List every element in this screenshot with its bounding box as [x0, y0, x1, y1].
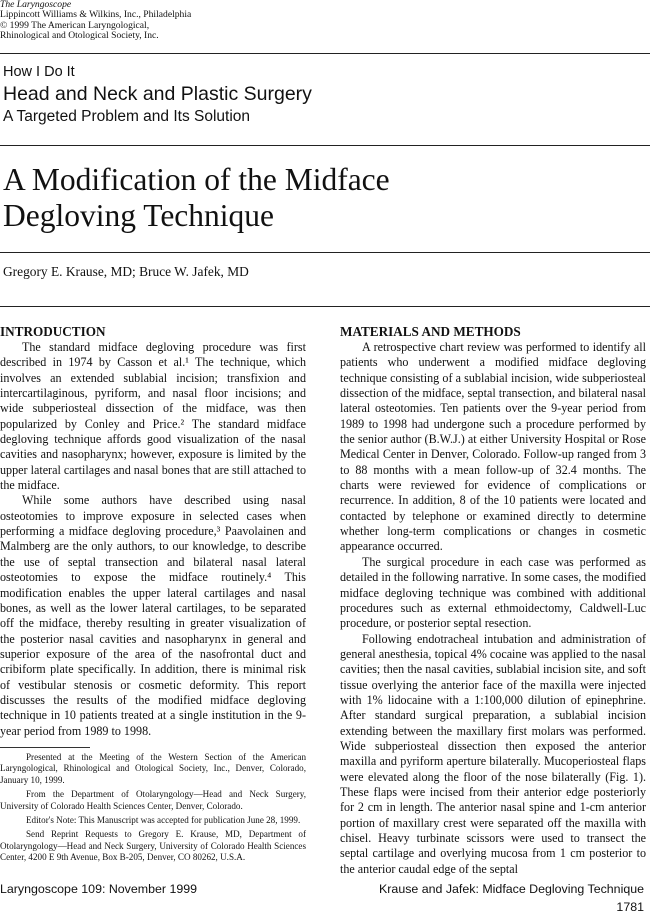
- footer-running-title: Krause and Jafek: Midface Degloving Technique: [379, 882, 644, 896]
- page-number: 1781: [616, 900, 644, 914]
- article-title-line-1: A Modification of the Midface: [3, 162, 390, 197]
- footnote-rule: [0, 747, 90, 748]
- author-line: Gregory E. Krause, MD; Bruce W. Jafek, MD: [3, 264, 249, 279]
- footer-journal-issue: Laryngoscope 109: November 1999: [0, 882, 198, 896]
- journal-name: The Laryngoscope: [0, 0, 72, 10]
- footnote-reprint: Send Reprint Requests to Gregory E. Krause, MD, Department of Otolaryngology—Head and Neck Surgery, University of Colorado Health Sciences Center, 4200 E 9th Avenue, Box B-205, Denver, CO 80262, U.S.A.: [0, 829, 306, 863]
- journal-masthead: [0, 0, 191, 42]
- methods-paragraph-2: The surgical procedure in each case was performed as detailed in the following narrative. In some cases, the modified midface degloving technique was combined with additional procedures such as external ethmoidectomy, Caldwell-Luc procedure, or posterior septal resection.: [340, 554, 646, 631]
- publisher-line: Lippincott Williams & Wilkins, Inc., Philadelphia: [0, 9, 192, 21]
- divider-top: [0, 53, 650, 54]
- divider-authors: [0, 306, 650, 307]
- introduction-heading: INTRODUCTION: [0, 324, 106, 339]
- left-column: [0, 324, 306, 739]
- section-subtitle: A Targeted Problem and Its Solution: [3, 108, 251, 125]
- divider-middle: [0, 145, 650, 146]
- section-title: Head and Neck and Plastic Surgery: [3, 83, 312, 105]
- divider-title: [0, 252, 650, 253]
- article-title-line-2: Degloving Technique: [3, 198, 275, 233]
- methods-heading: MATERIALS AND METHODS: [340, 324, 521, 339]
- article-title: [3, 162, 390, 234]
- section-header: [3, 64, 312, 126]
- footnote-affiliation: From the Department of Otolaryngology—Head and Neck Surgery, University of Colorado Health Sciences Center, Denver, Colorado.: [0, 789, 306, 811]
- methods-paragraph-3: Following endotracheal intubation and administration of general anesthesia, topical 4% cocaine was applied to the nasal cavities; then the nasal cavities, sublabial incision site, and soft tissue overlying the anterior face of the maxilla were injected with 1% lidocaine with a 1:100,000 dilution of epinephrine. After standard surgical preparation, a sublabial incision extending between the maxillary first molars was performed. Wide subperiosteal dissection then exposed the anterior maxilla and pyriform aperture bilaterally. Mucoperiosteal flaps were elevated along the floor of the nose bilaterally (Fig. 1). These flaps were incised from their anterior edge posteriorly for 2 cm in length. The anterior nasal spine and 1-cm anterior portion of maxillary crest were separated off the maxilla with chisel. Heavy turbinate scissors were used to transect the septal cartilage and overlying mucosa from 1 cm posterior to the anterior caudal edge of the septal: [340, 631, 646, 876]
- copyright-line: © 1999 The American Laryngological,: [0, 19, 150, 31]
- methods-paragraph-1: A retrospective chart review was performed to identify all patients who underwent a modified midface degloving technique consisting of a sublabial incision, wide subperiosteal dissection of the midface, septal transection, and bilateral nasal lateral osteotomies. Ten patients over the 9-year period from 1989 to 1998 had undergone such a procedure performed by the senior author (B.W.J.) at either University Hospital or Rose Medical Center in Denver, Colorado. Follow-up ranged from 3 to 88 months with a mean follow-up of 32.4 months. The charts were reviewed for evidence of complications or recurrence. In addition, 8 of the 10 patients were located and contacted by telephone or examined directly to determine whether long-term complications or changes in cosmetic appearance occurred.: [340, 340, 646, 554]
- footnote-presented: Presented at the Meeting of the Western Section of the American Laryngological, Rhinological and Otological Society, Inc., Denver, Colorado, January 10, 1999.: [0, 752, 306, 785]
- right-column: [340, 324, 646, 877]
- introduction-paragraph-1: The standard midface degloving procedure was first described in 1974 by Casson et al.¹ The technique, which involves an extended sublabial incision; transfixion and intercartilaginous, pyriform, and nasal floor incisions; and wide subperiosteal dissection of the midface, was then popularized by Conley and Price.² The standard midface degloving technique affords good visualization of the nasal cavities and nasopharynx; however, exposure is limited by the upper lateral cartilages and nasal bones that are still attached to the midface.: [0, 340, 306, 493]
- footnotes: [0, 747, 306, 867]
- section-label: How I Do It: [3, 64, 75, 80]
- society-line: Rhinological and Otological Society, Inc.: [0, 30, 159, 42]
- introduction-paragraph-2: While some authors have described using nasal osteotomies to improve exposure in selected cases when performing a midface degloving procedure,³ Paavolainen and Malmberg are the only authors, to our knowledge, to describe the use of septal transection and bilateral nasal lateral osteotomies to expose the midface routinely.⁴ This modification enables the upper lateral cartilages and nasal bones, as well as the lower lateral cartilages, to be separated off the midface, thereby resulting in greater visualization of the posterior nasal cavities and nasopharynx in general and superior exposure of the area of the nasofrontal duct and cribiform plate specifically. In addition, there is minimal risk of vestibular stenosis or cosmetic deformity. This report discusses the results of the modified midface degloving technique in 10 patients treated at a single institution in the 9-year period from 1989 to 1998.: [0, 493, 306, 738]
- footnote-editor-note: Editor's Note: This Manuscript was accepted for publication June 28, 1999.: [26, 815, 301, 826]
